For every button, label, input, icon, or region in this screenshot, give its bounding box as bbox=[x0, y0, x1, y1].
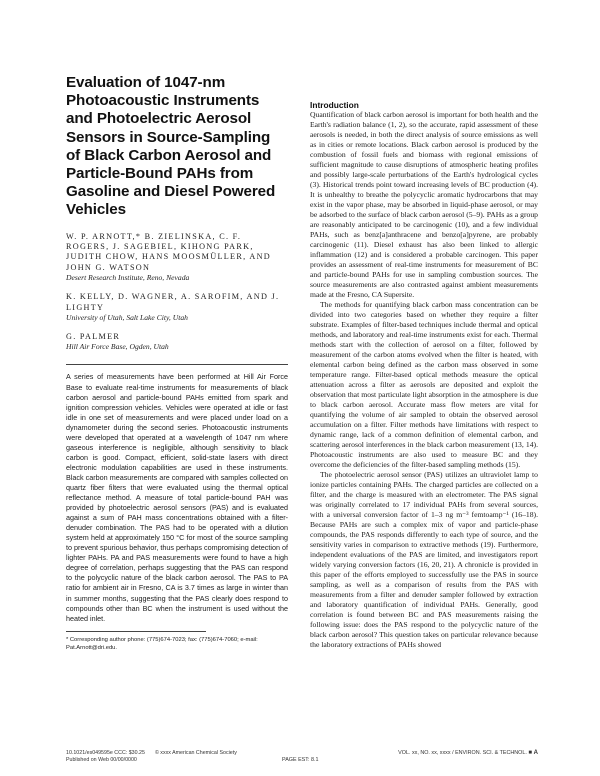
affiliation-2: University of Utah, Salt Lake City, Utah bbox=[66, 313, 188, 323]
footer-page-letter: A bbox=[533, 750, 538, 756]
abstract: A series of measurements have been performed at Hill Air Force Base to evaluate real-time instruments for measurements of black carbon aerosol and particle-bound PAHs emitted from spark and ignition compression vehicles. Vehicles were operated at idle or fast idle in one set of measurements and were placed under load on a dynamometer during the second series. Photoacoustic instruments were developed that operated at a wavelength of 1047 nm where gaseous interference is negligible, although sensitivity to black carbon is good. Compact, efficient, solid-state lasers with direct electronic modulation capabilities are used in these instruments. Black carbon measurements are compared with samples collected on quartz fiber filters that were evaluated using the thermal optical reflectance method. A measure of total particle-bound PAH was provided by photoelectric aerosol sensors (PAS) and is evaluated against a sum of PAH mass concentrations obtained with a filter-denuder combination. The PAS had to be operated with a dilution system held at approximately 150 °C for most of the source sampling to prevent spurious behavior, thus perhaps compromising detection of lighter PAHs. PA and PAS measurements were found to have a high degree of correlation, perhaps suggesting that the PAS can respond to the polycyclic nature of the black carbon aerosol. The PAS to PA ratio for ambient air in Fresno, CA is 3.7 times as large in winter than in summer months, suggesting that the PAS clearly does respond to compounds other than BC when the instrument is used without the heated inlet. bbox=[66, 372, 288, 623]
author-list-1: W. P. ARNOTT,* B. ZIELINSKA, C. F. ROGERS, J. SAGEBIEL, KIHONG PARK, JUDITH CHOW, HANS MOOSMÜLLER, AND JOHN G. WATSON bbox=[66, 231, 271, 272]
footnote-rule bbox=[66, 631, 206, 632]
footer-doi: 10.1021/es049595e CCC: $30.25 bbox=[66, 750, 145, 756]
footer-journal bbox=[372, 750, 538, 756]
affiliation-1: Desert Research Institute, Reno, Nevada bbox=[66, 273, 190, 283]
introduction-body bbox=[310, 110, 538, 650]
intro-paragraph-2: The methods for quantifying black carbon mass concentration can be divided into two categories based on whether they require a filter substrate. Examples of filter-based techniques include thermal and optical methods, and laboratory and real-time instruments exist for each. Thermal methods start with the collection of aerosol on a filter, followed by measurement of the carbon atoms evolved when the filter is heated, with elemental carbon being defined as the carbon mass observed in some temperature range. Filter-based optical methods measure the optical attenuation across a filter as aerosols are deposited and exploit the observation that most particulate light absorption in the atmosphere is due to black carbon aerosol. Accurate mass flow meters are vital for quantifying the volume of air sampled to obtain the observed aerosol accumulation on a filter. Filter methods have limitations with respect to dynamic range, lack of a common definition of elemental carbon, and scattering aerosol interferences in the black carbon measurement (13, 14). Photoacoustic instruments are also used to measure BC and they overcome the deficiencies of the filter-based sampling methods (15). bbox=[310, 300, 538, 469]
intro-paragraph-1: Quantification of black carbon aerosol is important for both health and the Earth's radiation balance (1, 2), so the accurate, rapid assessment of these aerosols is needed, in both the direct analysis of source emissions as well as in cities or remote locations. Black carbon aerosol is produced by the combustion of fossil fuels and biomass with regional emissions of sufficient magnitude to cause disruptions of atmospheric heating profiles and possibly large-scale perturbations of the Earth's hydrological cycles (3). Historical trends point toward increasing levels of BC production (4). It is unhealthy to breathe the polycyclic aromatic hydrocarbons that may exist in the vapor phase, may be absorbed in liquid-phase aerosol, or may be adsorbed to the surface of black carbon aerosol (5–9). PAHs as a group are reasonably anticipated to be carcinogenic (10), and a few individual PAHs, such as benz[a]anthracene and benzo[a]pyrene, are probably carcinogenic (11). Diesel exhaust has also been linked to allergic inflammation (12) and is considered a probable carcinogen. This paper provides an assessment of real-time instruments for measurement of BC and particle-bound PAHs for use in sampling combustion sources. The source measurements are also contrasted against ambient measurements made at the Fresno, CA Supersite. bbox=[310, 110, 538, 299]
article-title: Evaluation of 1047-nm Photoacoustic Instruments and Photoelectric Aerosol Sensors in Source-Sampling of Black Carbon Aerosol and Particle-Bound PAHs from Gasoline and Diesel Powered Vehicles bbox=[66, 74, 276, 219]
section-heading-introduction: Introduction bbox=[310, 100, 359, 110]
left-column bbox=[66, 74, 288, 652]
right-column bbox=[310, 100, 538, 650]
author-list-3: G. PALMER bbox=[66, 332, 121, 342]
author-list-2: K. KELLY, D. WAGNER, A. SAROFIM, AND J. LIGHTY bbox=[66, 292, 280, 312]
footer-journal-ref: VOL. xx, NO. xx, xxxx / ENVIRON. SCI. & TECHNOL. bbox=[398, 750, 527, 756]
abstract-top-rule bbox=[66, 364, 288, 365]
footer-copyright: © xxxx American Chemical Society bbox=[154, 750, 237, 756]
corresponding-author-note: * Corresponding author phone: (775)674-7023; fax: (775)674-7060; e-mail: Pat.Arnott@dri.edu. bbox=[66, 636, 258, 651]
footer-left bbox=[66, 750, 386, 764]
affiliation-3: Hill Air Force Base, Ogden, Utah bbox=[66, 342, 169, 352]
footer-published: Published on Web 00/00/0000 bbox=[66, 757, 137, 763]
intro-paragraph-3: The photoelectric aerosol sensor (PAS) utilizes an ultraviolet lamp to ionize particles containing PAHs. The charged particles are collected on a filter, and the charge is measured with an electrometer. The PAS signal was originally correlated to 17 individual PAHs from several sources, with a universal conversion factor of 1–3 ng m⁻³ femtoamp⁻¹ (16–18). Because PAHs are such a complex mix of vapor and particle-phase compounds, the PAS responds differently to each type of source, and the sensitivity varies in comparison to extractive methods (19). Furthermore, independent evaluations of the PAS are limited, and investigators report widely varying conversion factors (16, 20, 21). A chronicle is provided in this paper of the efforts employed to successfully use the PAS in source sampling, as well as a comparison of results from the PAS with measurements from a filter and denuder sampler followed by extraction and laboratory quantification of individual PAHs. Generally, good correlation is found between BC and PAS measurements raising the following issue: does the PAS respond to the polycyclic nature of the black carbon aerosol? This question takes on particular relevance because the laboratory extractions of PAHs showed bbox=[310, 470, 538, 649]
footer-page-estimate: PAGE EST: 8.1 bbox=[282, 757, 319, 763]
footer-page-marker: ■ A bbox=[528, 750, 538, 756]
